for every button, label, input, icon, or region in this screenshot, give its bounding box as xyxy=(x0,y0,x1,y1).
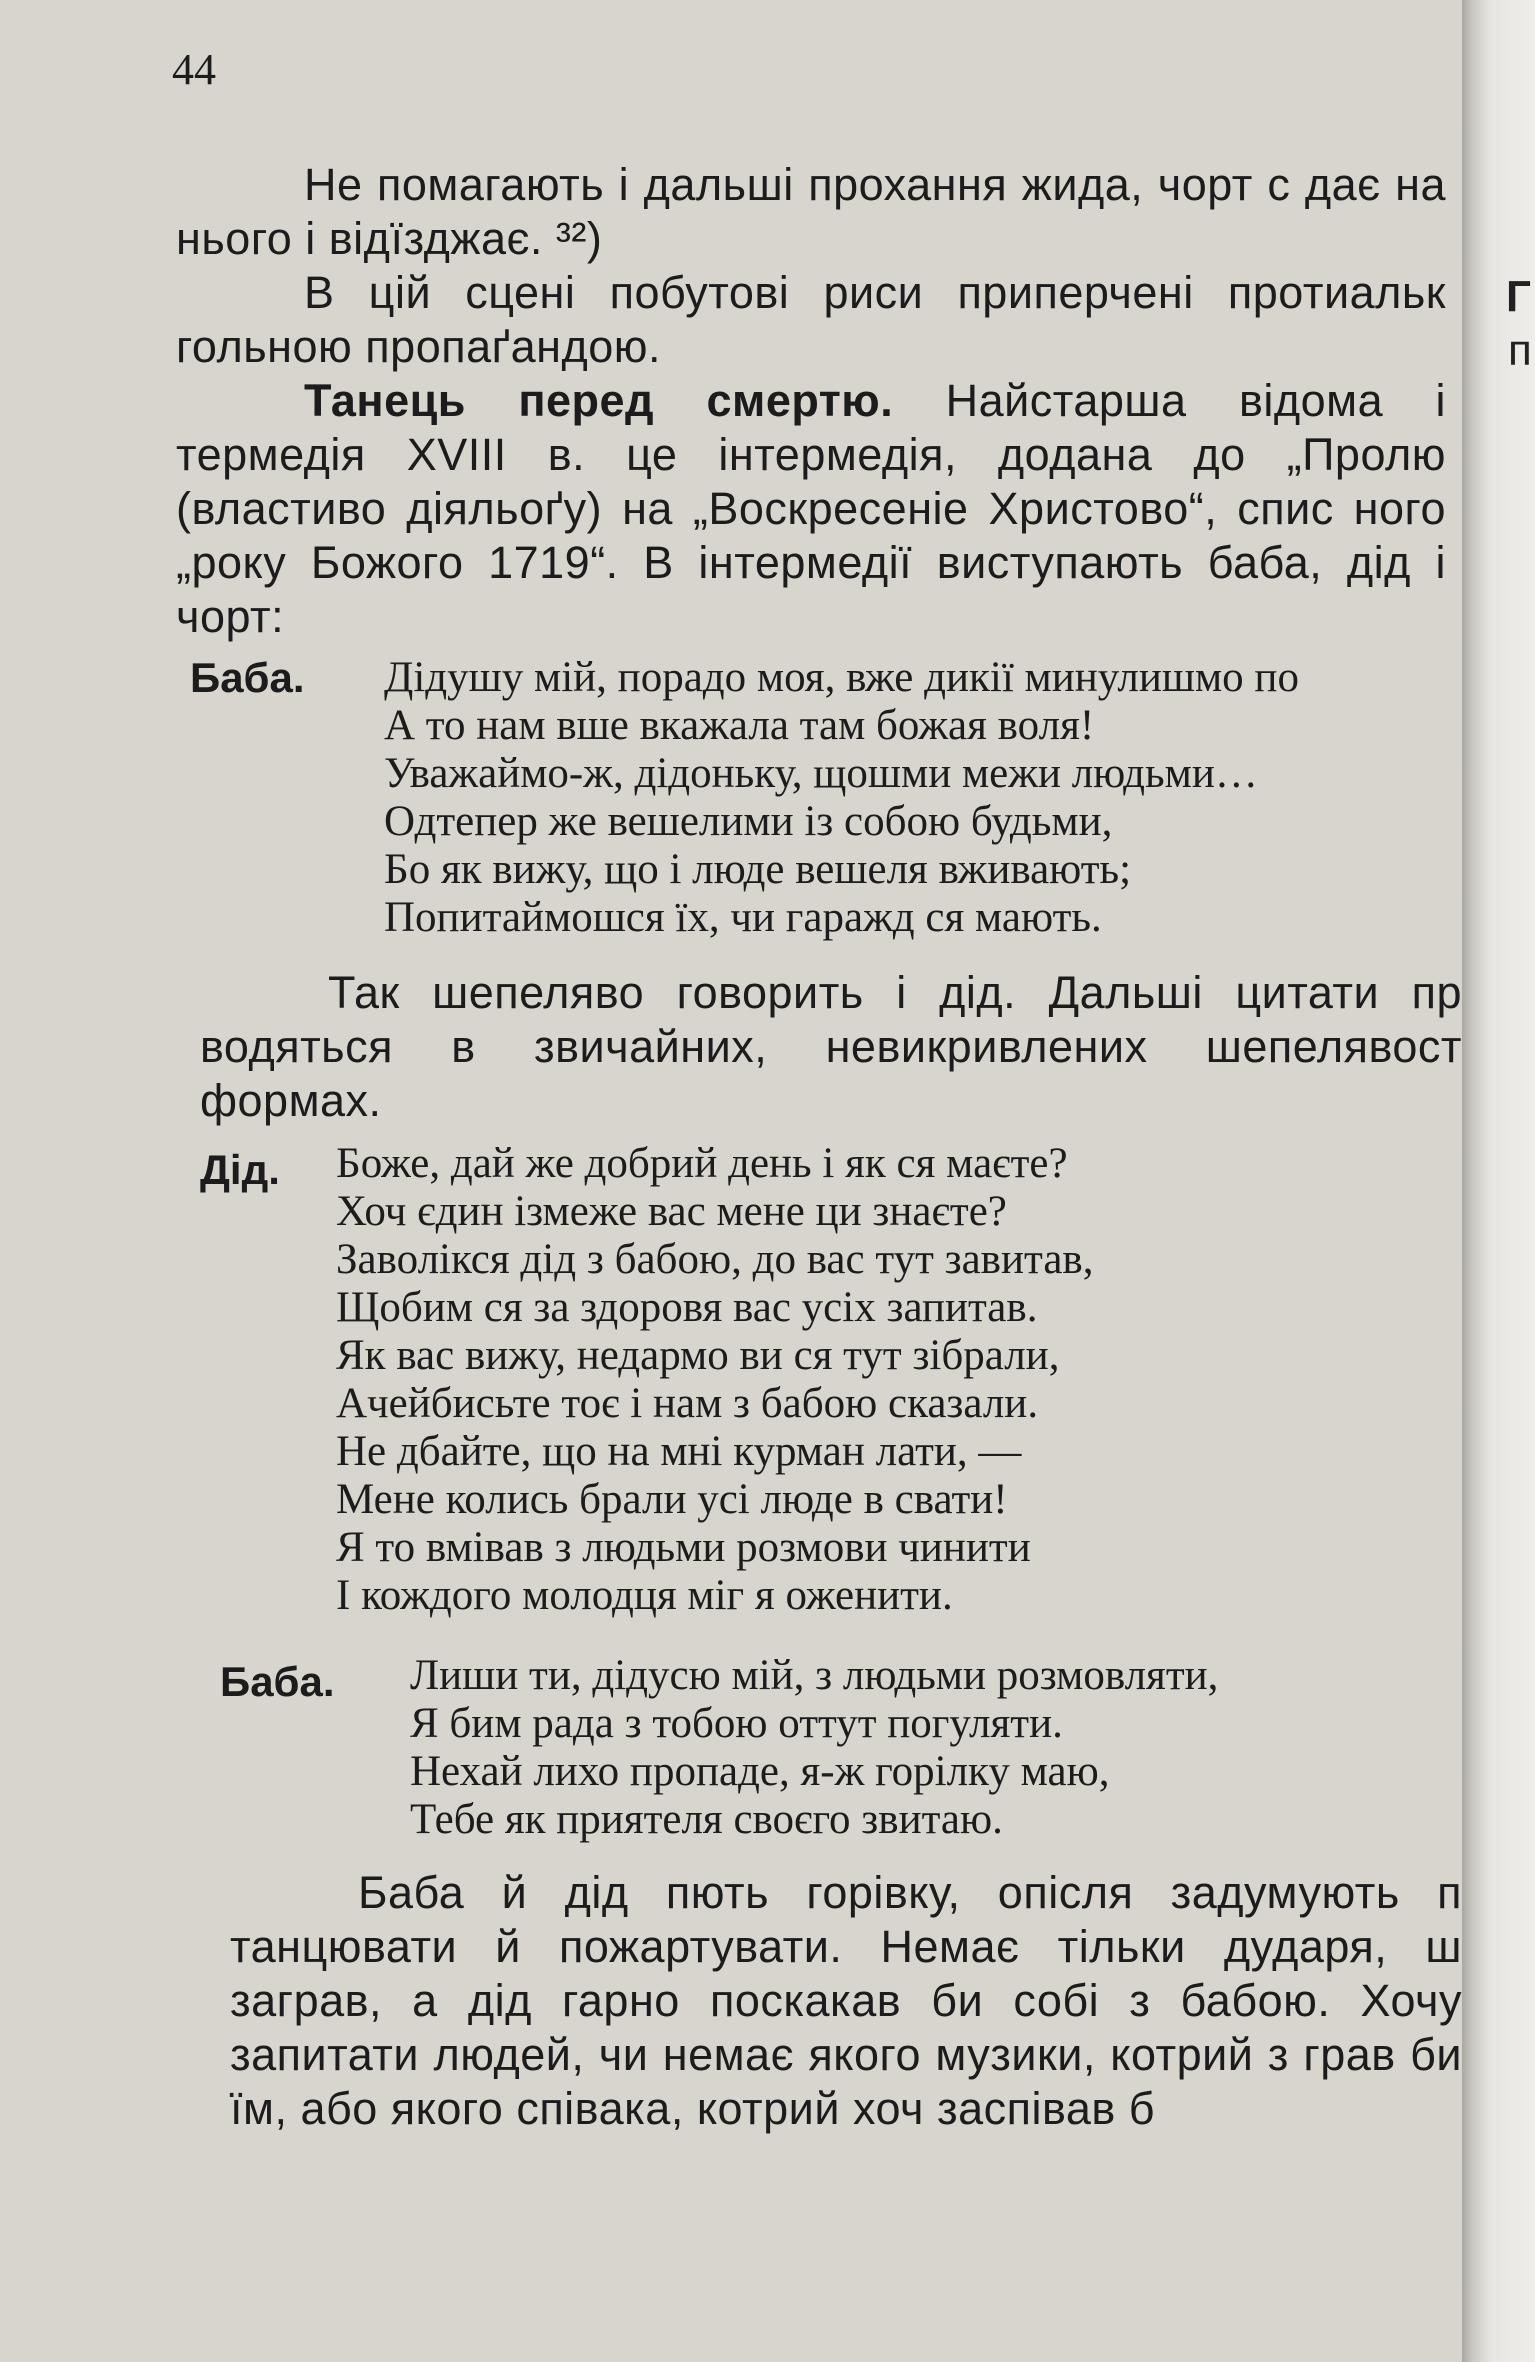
speaker-label: Дід. xyxy=(200,1146,280,1193)
verse-line: Як вас вижу, недармо ви ся тут зібрали, xyxy=(336,1332,1060,1379)
speaker-label: Баба. xyxy=(220,1658,335,1705)
paragraph-5: Баба й дід пють горівку, опісля задумують п танцювати й пожартувати. Немає тільки дударя, ш заграв, а дід гарно поскакав би собі з бабою. Хочу запитати людей, чи немає якого музики, котрий з грав би їм, або якого співака, котрий хоч заспівав б xyxy=(230,1867,1462,2134)
facing-page-edge xyxy=(1462,0,1535,2362)
verse-lines xyxy=(410,1652,1218,1844)
verse-line: Боже, дай же добрий день і як ся маєте? xyxy=(336,1140,1068,1187)
verse-line: Ачейбисьте тоє і нам з бабою сказали. xyxy=(336,1380,1039,1427)
speaker-label: Баба. xyxy=(190,654,305,701)
verse-line: Бо як вижу, що і люде вешеля вживають; xyxy=(384,846,1132,893)
page-number: 44 xyxy=(172,45,216,94)
facing-page-fragment: п xyxy=(1508,326,1532,375)
verse-line: Дідушу мій, порадо моя, вже дикії минулишмо по xyxy=(384,654,1299,701)
verse-lines xyxy=(336,1140,1093,1620)
verse-line: А то нам вше вкажала там божая воля! xyxy=(384,702,1095,749)
paragraph-3-body: Найстарша відома і термедія XVIII в. це інтермедія, додана до „Пролю (властиво діяльоґу) на „Воскресеніе Христово“, спис ного „року Божого 1719“. В інтермедії виступають баба, дід і чорт: xyxy=(176,375,1446,642)
facing-page-fragment: Г xyxy=(1506,272,1531,321)
paragraph-1: Не помагають і дальші прохання жида, чорт с дає на нього і відїзджає. ³²) xyxy=(176,159,1446,264)
verse-line: Заволікся дід з бабою, до вас тут завитав, xyxy=(336,1236,1094,1283)
verse-line: Щобим ся за здоровя вас усіх запитав. xyxy=(336,1284,1038,1331)
verse-line: Попитаймошся їх, чи гаражд ся мають. xyxy=(384,894,1102,941)
section-heading: Танець перед смертю. xyxy=(304,375,894,426)
verse-lines xyxy=(384,654,1299,942)
verse-line: Нехай лихо пропаде, я-ж горілку маю, xyxy=(410,1748,1110,1795)
paragraph-4: Так шепеляво говорить і дід. Дальші цитати пр водяться в звичайних, невикривлених шепелявост формах. xyxy=(200,967,1462,1126)
verse-line: Одтепер же вешелими із собою будьми, xyxy=(384,798,1113,845)
verse-line: Мене колись брали усі люде в свати! xyxy=(336,1476,1008,1523)
verse-line: Я бим рада з тобою оттут погуляти. xyxy=(410,1700,1063,1747)
verse-line: Не дбайте, що на мні курман лати, — xyxy=(336,1428,1022,1475)
verse-line: Лиши ти, дідусю мій, з людьми розмовляти, xyxy=(410,1652,1219,1699)
verse-line: Хоч єдин ізмеже вас мене ци знаєте? xyxy=(336,1188,1007,1235)
verse-line: І кождого молодця міг я оженити. xyxy=(336,1572,953,1619)
paragraph-2: В цій сцені побутові риси приперчені протиальк гольною пропаґандою. xyxy=(176,267,1446,372)
paragraph-3 xyxy=(176,374,1446,644)
verse-line: Уважаймо-ж, дідоньку, щошми межи людьми… xyxy=(384,750,1258,797)
verse-line: Я то вмівав з людьми розмови чинити xyxy=(336,1524,1031,1571)
verse-line: Тебе як приятеля своєго звитаю. xyxy=(410,1796,1003,1843)
